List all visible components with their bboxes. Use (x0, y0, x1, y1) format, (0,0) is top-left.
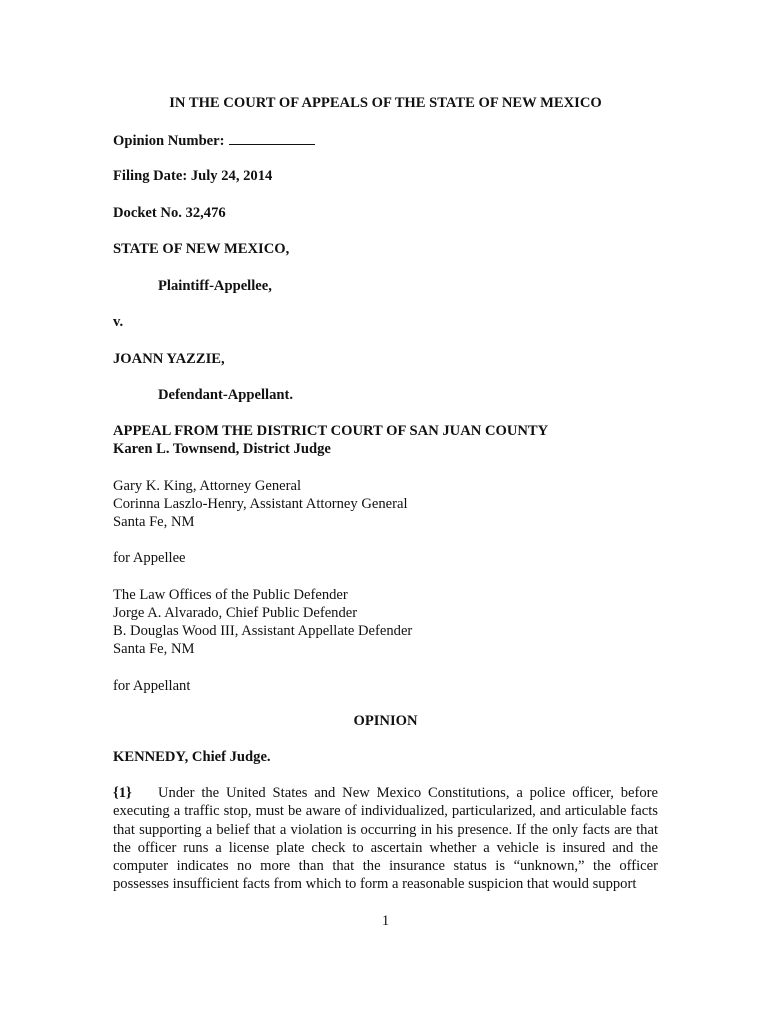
opinion-heading: OPINION (353, 713, 418, 729)
appellant-counsel-line: Santa Fe, NM (113, 641, 195, 657)
for-appellant: for Appellant (113, 678, 191, 694)
appellant-counsel-line: B. Douglas Wood III, Assistant Appellate Defender (113, 623, 413, 639)
opinion-author: KENNEDY, Chief Judge. (113, 749, 271, 765)
opinion-number (113, 131, 315, 150)
opinion-paragraph-1 (113, 784, 658, 894)
appellant-counsel-line: The Law Offices of the Public Defender (113, 587, 348, 603)
defendant-name: JOANN YAZZIE, (113, 351, 225, 367)
appellee-counsel-line: Santa Fe, NM (113, 514, 195, 530)
opinion-number-label: Opinion Number: (113, 133, 225, 149)
plaintiff-name: STATE OF NEW MEXICO, (113, 241, 290, 257)
paragraph-number: {1} (113, 785, 132, 801)
page-number: 1 (381, 913, 390, 929)
opinion-number-blank (229, 131, 315, 145)
defendant-role: Defendant-Appellant. (158, 387, 293, 403)
plaintiff-role: Plaintiff-Appellee, (158, 278, 272, 294)
judge-line: Karen L. Townsend, District Judge (113, 441, 331, 457)
court-heading: IN THE COURT OF APPEALS OF THE STATE OF NEW MEXICO (169, 95, 602, 111)
for-appellee: for Appellee (113, 550, 186, 566)
appellee-counsel-line: Corinna Laszlo-Henry, Assistant Attorney General (113, 496, 408, 512)
versus: v. (113, 314, 124, 330)
paragraph-text: Under the United States and New Mexico Constitutions, a police officer, before executing a traffic stop, must be aware of individualized, particularized, and articulable facts that supporting a belief that a violation is occurring in his presence. If the only facts are that the officer runs a license plate check to ascertain whether a vehicle is insured and the computer indicates no more than that the insurance status is “unknown,” the officer possesses insufficient facts from which to form a reasonable suspicion that would support (113, 785, 658, 893)
docket-number: Docket No. 32,476 (113, 205, 226, 221)
appeal-line: APPEAL FROM THE DISTRICT COURT OF SAN JUAN COUNTY (113, 423, 549, 439)
filing-date: Filing Date: July 24, 2014 (113, 168, 273, 184)
appellant-counsel-line: Jorge A. Alvarado, Chief Public Defender (113, 605, 358, 621)
appellee-counsel-line: Gary K. King, Attorney General (113, 478, 302, 494)
